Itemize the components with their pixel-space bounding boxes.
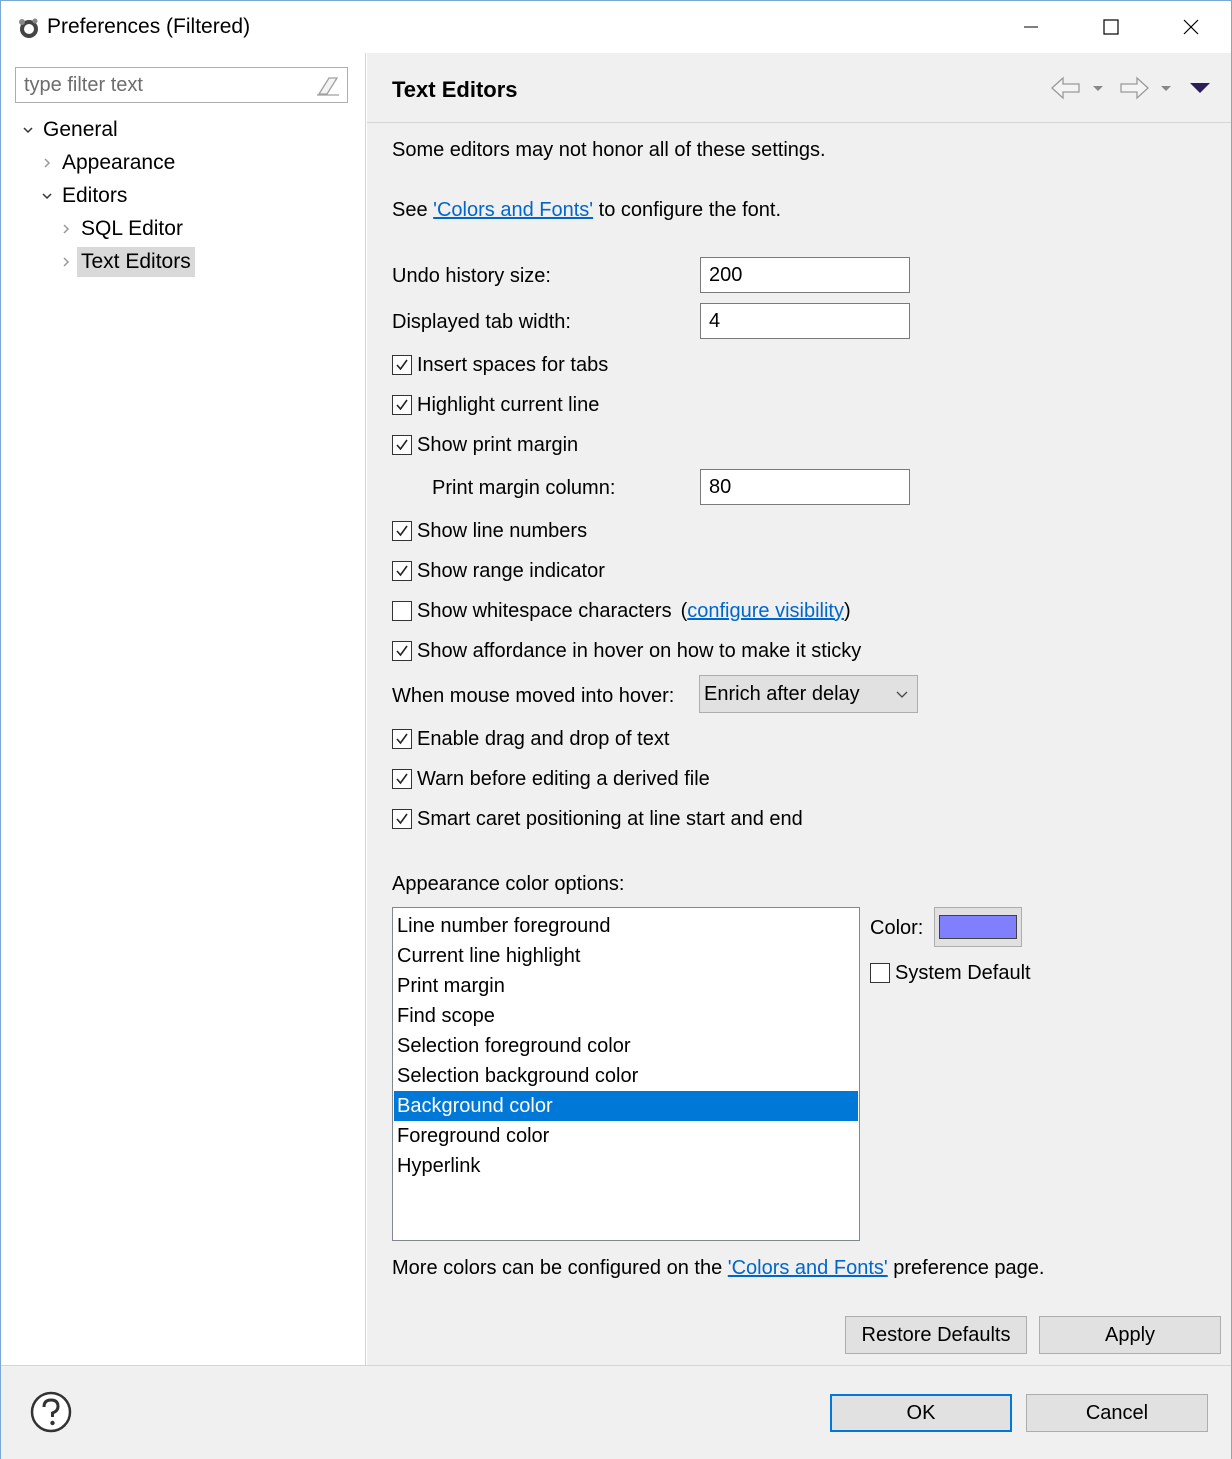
list-item-selected[interactable]: Background color [394,1091,858,1121]
tree-item-editors[interactable] [38,181,131,211]
checkbox-checked-icon[interactable] [392,641,412,661]
tree-item-general[interactable] [19,115,122,145]
tree-item-label: Appearance [62,151,176,174]
color-swatch [939,915,1017,939]
smart-caret-checkbox[interactable] [392,805,803,833]
hover-label: When mouse moved into hover: [392,685,675,707]
tree-item-label: Text Editors [77,247,195,277]
link-close-paren: ) [843,599,851,622]
chevron-down-icon[interactable] [38,181,56,211]
hover-select[interactable] [699,675,918,713]
title-bar [1,1,1231,53]
color-label: Color: [870,917,924,939]
list-item[interactable]: Find scope [397,1005,495,1027]
print-margin-input[interactable] [701,470,909,504]
more-suffix: preference page. [887,1257,1045,1279]
checkbox-label: Show print margin [417,433,579,456]
undo-history-input[interactable] [701,258,909,292]
back-arrow-icon [1050,75,1082,101]
print-margin-field [700,469,910,505]
chevron-right-icon[interactable] [57,214,75,244]
checkbox-checked-icon[interactable] [392,355,412,375]
view-menu-icon [1189,81,1211,95]
dropdown-arrow-icon [1091,83,1105,93]
checkbox-checked-icon[interactable] [392,395,412,415]
cancel-button[interactable]: Cancel [1026,1394,1208,1432]
apply-button[interactable]: Apply [1039,1316,1221,1354]
back-button[interactable] [1050,73,1082,103]
list-item[interactable]: Print margin [397,975,505,997]
checkbox-label: Highlight current line [417,393,600,416]
list-item[interactable]: Current line highlight [397,945,581,967]
forward-dropdown[interactable] [1159,73,1173,103]
close-button[interactable] [1151,1,1231,53]
tree-item-label: Editors [62,184,128,207]
list-item[interactable]: Selection background color [397,1065,639,1087]
chevron-right-icon[interactable] [38,148,56,178]
list-item[interactable]: Hyperlink [397,1155,481,1177]
checkbox-label: Show whitespace characters [417,599,672,622]
tree-item-appearance[interactable] [38,148,179,178]
checkbox-checked-icon[interactable] [392,521,412,541]
list-item[interactable]: Line number foreground [397,915,611,937]
help-icon[interactable] [29,1390,73,1434]
see-suffix: to configure the font. [593,199,781,221]
chevron-right-icon[interactable] [57,247,75,277]
tree-item-label: General [43,118,118,141]
color-options-list[interactable] [392,907,860,1241]
more-prefix: More colors can be configured on the [392,1257,728,1279]
checkbox-label: Show affordance in hover on how to make it sticky [417,639,862,662]
dropdown-arrow-icon [1159,83,1173,93]
show-whitespace-checkbox[interactable] [392,597,851,625]
tree-item-sql-editor[interactable] [57,214,187,244]
highlight-line-checkbox[interactable] [392,391,599,419]
minimize-button[interactable] [991,1,1071,53]
more-colors-line [392,1257,1044,1280]
insert-spaces-checkbox[interactable] [392,351,608,379]
intro-text: Some editors may not honor all of these settings. [392,139,826,161]
checkbox-label: System Default [895,961,1031,984]
ok-button[interactable]: OK [830,1394,1012,1432]
checkbox-label: Show range indicator [417,559,605,582]
drag-drop-checkbox[interactable] [392,725,669,753]
checkbox-checked-icon[interactable] [392,769,412,789]
close-icon [1183,19,1199,35]
preference-tree-pane [1,53,366,1365]
forward-arrow-icon [1118,75,1150,101]
checkbox-label: Insert spaces for tabs [417,353,609,376]
see-prefix: See [392,199,434,221]
chevron-down-icon [887,689,917,699]
checkbox-label: Show line numbers [417,519,588,542]
filter-box [15,67,348,103]
maximize-icon [1103,19,1119,35]
page-title: Text Editors [392,77,518,102]
list-item[interactable]: Foreground color [397,1125,550,1147]
undo-history-label: Undo history size: [392,265,551,287]
link-open-paren: ( [680,599,688,622]
view-menu-button[interactable] [1189,73,1211,103]
checkbox-unchecked-icon[interactable] [870,963,890,983]
system-default-checkbox[interactable] [870,959,1031,987]
forward-button[interactable] [1118,73,1150,103]
checkbox-label: Enable drag and drop of text [417,727,670,750]
checkbox-checked-icon[interactable] [392,435,412,455]
show-range-indicator-checkbox[interactable] [392,557,605,585]
print-margin-label: Print margin column: [432,477,616,499]
tree-item-label: SQL Editor [81,217,183,240]
maximize-button[interactable] [1071,1,1151,53]
configure-visibility-link[interactable]: configure visibility [687,599,844,622]
show-print-margin-checkbox[interactable] [392,431,578,459]
color-picker-button[interactable] [934,907,1022,947]
preference-page [367,53,1231,1365]
checkbox-checked-icon[interactable] [392,809,412,829]
colors-and-fonts-link[interactable]: 'Colors and Fonts' [433,199,594,221]
hover-select-value: Enrich after delay [704,682,860,705]
filter-input[interactable] [16,68,306,102]
minimize-icon [1023,19,1039,35]
tree-item-text-editors[interactable] [57,247,195,277]
dialog-button-bar [1,1365,1231,1459]
undo-history-field [700,257,910,293]
checkbox-label: Smart caret positioning at line start and end [417,807,803,830]
list-item[interactable]: Selection foreground color [397,1035,631,1057]
checkbox-checked-icon[interactable] [392,729,412,749]
show-line-numbers-checkbox[interactable] [392,517,587,545]
window-title: Preferences (Filtered) [47,15,251,38]
color-options-label: Appearance color options: [392,873,625,895]
restore-defaults-button[interactable]: Restore Defaults [845,1316,1027,1354]
colors-and-fonts-link-2[interactable]: 'Colors and Fonts' [727,1257,888,1279]
tab-width-input[interactable] [701,304,909,338]
see-colors-line [392,199,781,222]
warn-derived-checkbox[interactable] [392,765,710,793]
eraser-icon[interactable] [315,74,341,98]
checkbox-unchecked-icon[interactable] [392,601,412,621]
tab-width-field [700,303,910,339]
tab-width-label: Displayed tab width: [392,311,571,333]
checkbox-checked-icon[interactable] [392,561,412,581]
back-dropdown[interactable] [1091,73,1105,103]
page-header [367,53,1231,123]
app-icon [15,15,41,41]
show-affordance-checkbox[interactable] [392,637,861,665]
chevron-down-icon[interactable] [19,115,37,145]
checkbox-label: Warn before editing a derived file [417,767,710,790]
